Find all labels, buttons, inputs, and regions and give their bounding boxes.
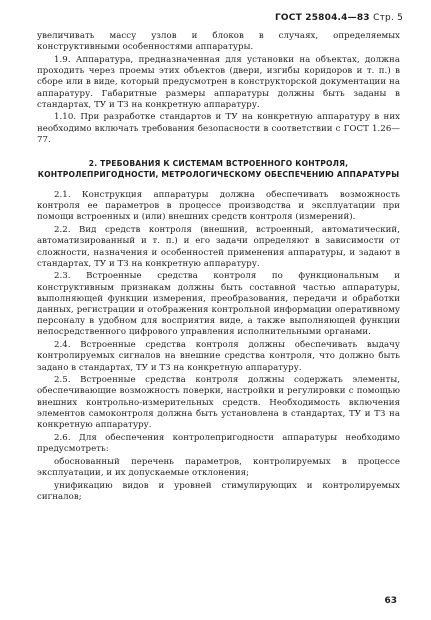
paragraph-2-4: 2.4. Встроенные средства контроля должны обеспечивать выдачу контролируемых сигналов на внешние средства контроля, что должно быть задано в стандартах, ТУ и ТЗ на конкретную аппаратуру.: [37, 340, 400, 373]
paragraph-2-5: 2.5. Встроенные средства контроля должны содержать элементы, обеспечивающие возможность поверки, настройки и регулировки с помощью внешних контрольно-измерительных средств. Необходимость включения элементов самоконтроля должна быть установлена в стандартах, ТУ и ТЗ на конкретную аппаратуру.: [37, 375, 400, 431]
list-item-signals: унификацию видов и уровней стимулирующих и контролируемых сигналов;: [37, 480, 400, 502]
section-title-line-2: КОНТРОЛЕПРИГОДНОСТИ, МЕТРОЛОГИЧЕСКОМУ ОБЕСПЕЧЕНИЮ АППАРАТУРЫ: [37, 170, 400, 180]
section-title-line-1: 2. ТРЕБОВАНИЯ К СИСТЕМАМ ВСТРОЕННОГО КОНТРОЛЯ,: [88, 159, 349, 169]
page-label: Стр. 5: [373, 13, 403, 23]
page-header: [275, 13, 403, 23]
list-item-parameters: обоснованный перечень параметров, контролируемых в процессе эксплуатации, и их допускаемые отклонения;: [37, 456, 400, 478]
paragraph-1-10: 1.10. При разработке стандартов и ТУ на конкретную аппаратуру в них необходимо включать требования безопасности в соответствии с ГОСТ 1.26—77.: [37, 112, 400, 145]
paragraph-2-6: 2.6. Для обеспечения контролепригодности аппаратуры необходимо предусмотреть:: [37, 432, 400, 454]
paragraph-1-9: 1.9. Аппаратура, предназначенная для установки на объектах, должна проходить через проемы этих объектов (двери, изгибы коридоров и т. п.) в сборе или в виде, который предусмотрен в конструкторской документации на аппаратуру. Габаритные размеры аппаратуры должны быть заданы в стандартах, ТУ и ТЗ на конкретную аппаратуру.: [37, 54, 400, 110]
body-text: [37, 31, 400, 505]
section-title: [37, 158, 400, 180]
paragraph-2-3: 2.3. Встроенные средства контроля по функциональным и конструктивным признакам должны быть составной частью аппаратуры, выполняющей функции измерения, преобразования, передачи и обработки данных, регистрации и отображения контрольной информации оперативному персоналу в удобном для восприятия виде, а также выполняющей функции непосредственного цифрового управления исполнительными органами.: [37, 271, 400, 338]
paragraph-2-1: 2.1. Конструкция аппаратуры должна обеспечивать возможность контроля ее параметров в процессе производства и эксплуатации при помощи встроенных и (или) внешних средств контроля (измерений).: [37, 190, 400, 223]
paragraph-2-2: 2.2. Вид средств контроля (внешний, встроенный, автоматический, автоматизированный и т. п.) и его задачи определяют в зависимости от сложности, назначения и особенностей применения аппаратуры, и задают в стандартах, ТУ и ТЗ на конкретную аппаратуру.: [37, 225, 400, 269]
standard-number: ГОСТ 25804.4—83: [274, 13, 370, 23]
page-number: 63: [384, 596, 397, 606]
paragraph-continuation: увеличивать массу узлов и блоков в случаях, определяемых конструктивными особенностями аппаратуры.: [37, 31, 400, 53]
